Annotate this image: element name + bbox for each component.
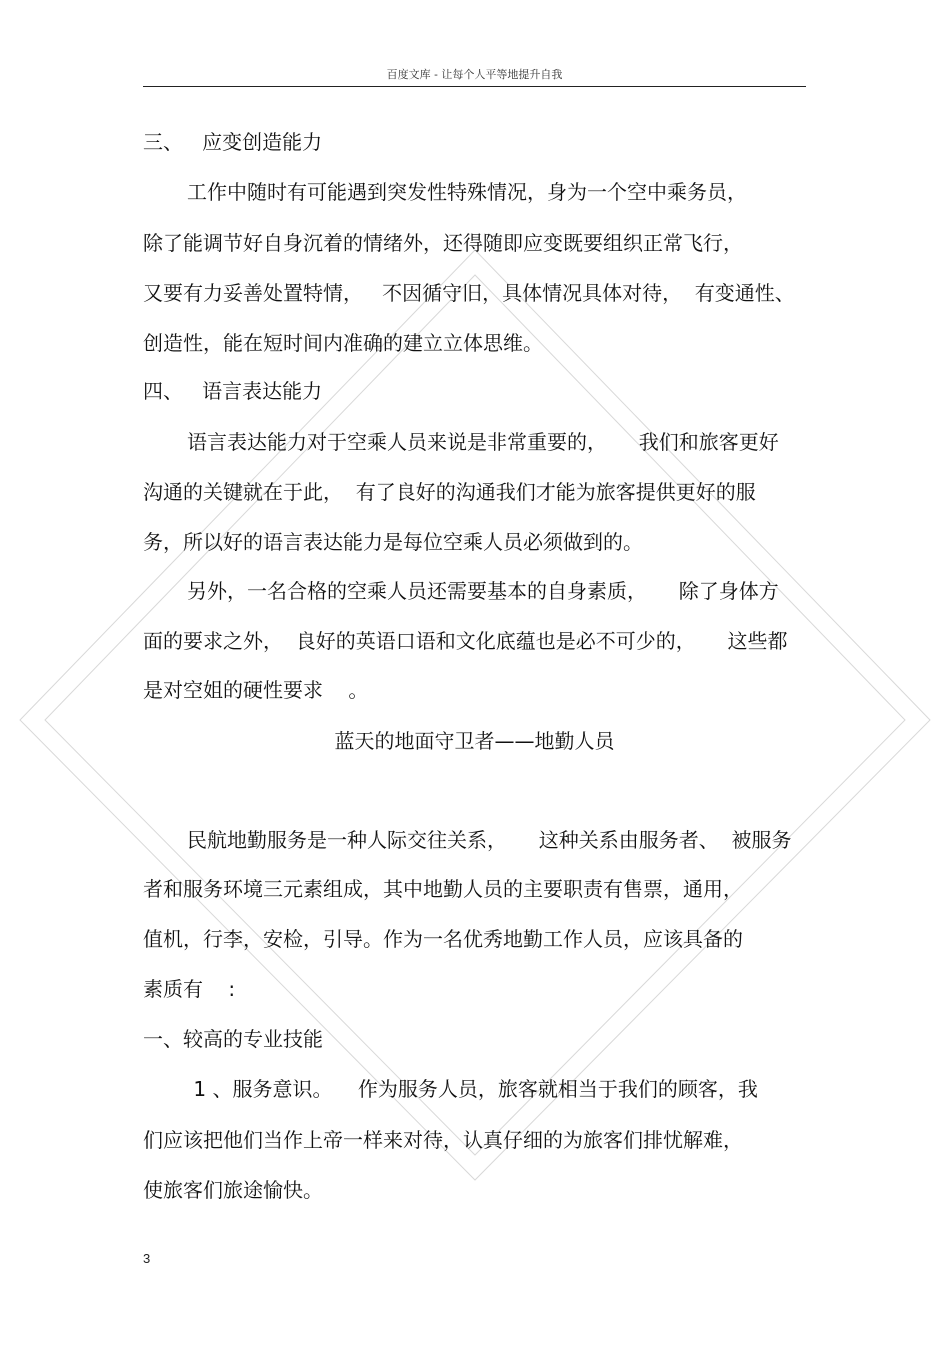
paragraph-line: 工作中随时有可能遇到突发性特殊情况，身为一个空中乘务员， bbox=[187, 180, 747, 204]
paragraph-line: 除了能调节好自身沉着的情绪外，还得随即应变既要组织正常飞行， bbox=[143, 231, 743, 255]
paragraph-line: 使旅客们旅途愉快。 bbox=[143, 1178, 323, 1202]
paragraph-line: 创造性，能在短时间内准确的建立立体思维。 bbox=[143, 331, 543, 355]
paragraph-line: 面的要求之外， 良好的英语口语和文化底蕴也是必不可少的， 这些都 bbox=[143, 629, 788, 653]
paragraph-line: 素质有 : bbox=[143, 977, 236, 1001]
page-header: 百度文库 - 让每个人平等地提升自我 bbox=[386, 68, 563, 81]
paragraph-line: 1 、服务意识。 作为服务人员，旅客就相当于我们的顾客，我 bbox=[187, 1077, 758, 1101]
paragraph-line: 们应该把他们当作上帝一样来对待，认真仔细的为旅客们排忧解难， bbox=[143, 1128, 743, 1152]
paragraph-line: 者和服务环境三元素组成，其中地勤人员的主要职责有售票，通用， bbox=[143, 877, 743, 901]
paragraph-line: 是对空姐的硬性要求 。 bbox=[143, 678, 369, 702]
section-heading: 四、 语言表达能力 bbox=[143, 379, 323, 403]
paragraph-line: 民航地勤服务是一种人际交往关系， 这种关系由服务者、 被服务 bbox=[187, 828, 792, 852]
paragraph-line: 又要有力妥善处置特情， 不因循守旧，具体情况具体对待， 有变通性、 bbox=[143, 281, 795, 305]
paragraph-line: 务，所以好的语言表达能力是每位空乘人员必须做到的。 bbox=[143, 530, 643, 554]
section-heading: 三、 应变创造能力 bbox=[143, 130, 323, 154]
section-title: 蓝天的地面守卫者——地勤人员 bbox=[334, 729, 615, 753]
paragraph-line: 另外，一名合格的空乘人员还需要基本的自身素质， 除了身体方 bbox=[187, 579, 779, 603]
paragraph-line: 语言表达能力对于空乘人员来说是非常重要的， 我们和旅客更好 bbox=[187, 430, 779, 454]
paragraph-line: 沟通的关键就在于此， 有了良好的沟通我们才能为旅客提供更好的服 bbox=[143, 480, 756, 504]
header-divider bbox=[143, 86, 806, 87]
page-number: 3 bbox=[143, 1251, 151, 1266]
section-heading: 一、较高的专业技能 bbox=[143, 1027, 323, 1051]
paragraph-line: 值机，行李，安检，引导。作为一名优秀地勤工作人员，应该具备的 bbox=[143, 927, 743, 951]
